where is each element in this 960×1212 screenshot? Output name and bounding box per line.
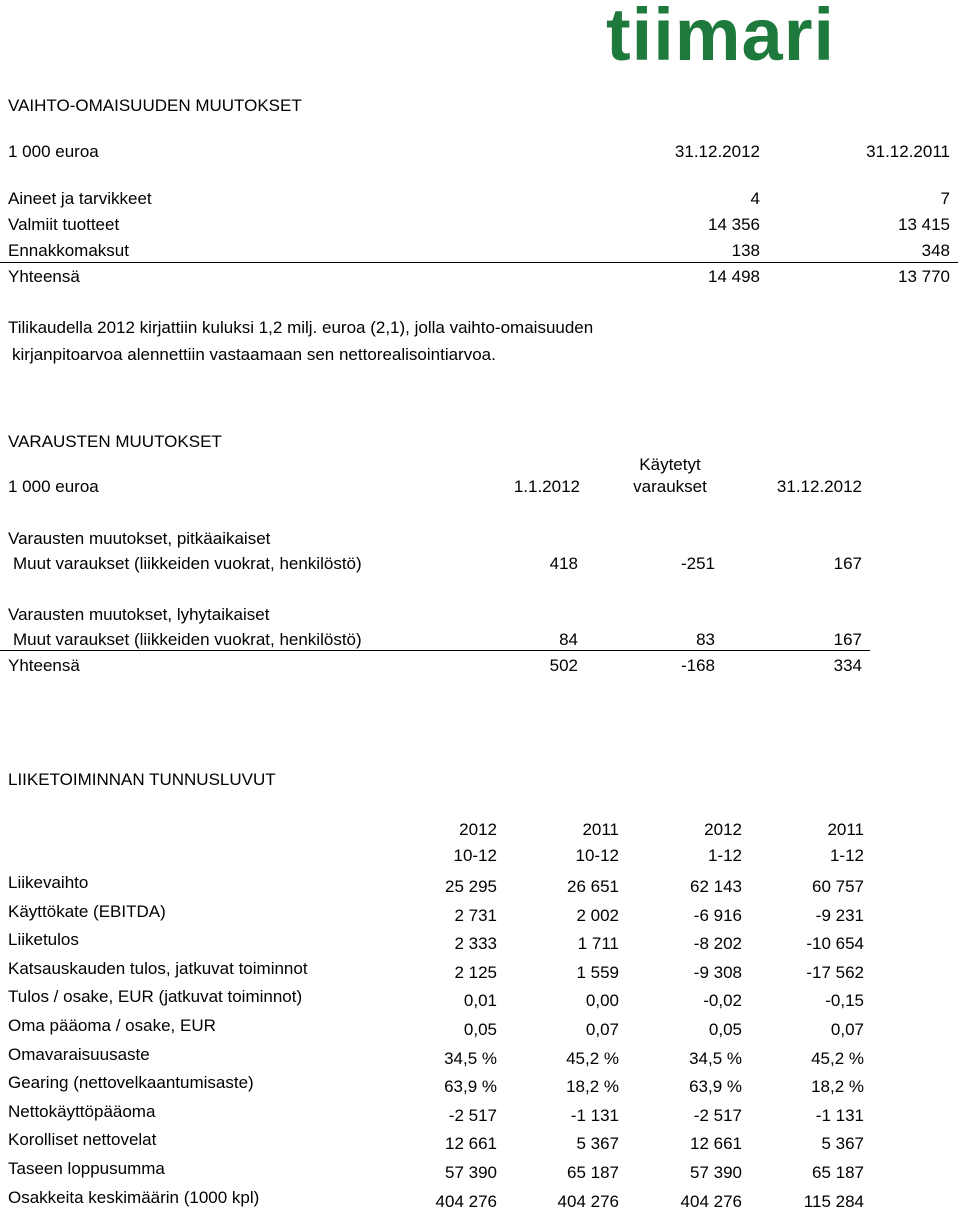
- provisions-section-long-term: Varausten muutokset, pitkäaikaiset: [8, 529, 271, 548]
- kpi-row-value: 63,9 %: [689, 1077, 742, 1096]
- kpi-header-year: 2012: [704, 820, 742, 839]
- kpi-row-value: 0,05: [708, 1020, 742, 1039]
- kpi-row-value: 2 125: [454, 963, 497, 982]
- kpi-row-value: 0,00: [585, 991, 619, 1010]
- kpi-row-value: 115 284: [803, 1192, 864, 1211]
- inventory-row-value: 13 415: [898, 215, 950, 234]
- kpi-row-value: -0,15: [825, 991, 864, 1010]
- kpi-row-value: 18,2 %: [811, 1077, 864, 1096]
- kpi-row-value: 404 276: [557, 1192, 619, 1211]
- provisions-unit: 1 000 euroa: [8, 477, 99, 496]
- provisions-col2-header: varaukset: [633, 477, 707, 496]
- inventory-total-divider: [0, 262, 958, 263]
- kpi-row-value: 57 390: [690, 1163, 742, 1182]
- kpi-row-value: 63,9 %: [444, 1077, 497, 1096]
- kpi-row-label: Liiketulos: [8, 930, 79, 949]
- inventory-row-value: 348: [921, 241, 950, 260]
- kpi-row-value: 0,05: [463, 1020, 497, 1039]
- kpi-header-year: 2011: [582, 820, 619, 839]
- kpi-row-value: 62 143: [690, 877, 742, 896]
- kpi-row-label: Gearing (nettovelkaantumisaste): [8, 1073, 254, 1092]
- provisions-title: VARAUSTEN MUUTOKSET: [8, 432, 222, 451]
- kpi-row-label: Omavaraisuusaste: [8, 1045, 150, 1064]
- provisions-row-value: 167: [833, 630, 862, 649]
- kpi-row-value: -8 202: [693, 934, 742, 953]
- kpi-row-label: Korolliset nettovelat: [8, 1130, 157, 1149]
- kpi-row-value: -1 131: [815, 1106, 864, 1125]
- kpi-row-value: 65 187: [812, 1163, 864, 1182]
- provisions-total-divider: [0, 650, 870, 651]
- kpi-row-label: Käyttökate (EBITDA): [8, 902, 166, 921]
- kpi-row-value: 25 295: [445, 877, 497, 896]
- inventory-unit: 1 000 euroa: [8, 142, 99, 161]
- kpi-row-value: 2 731: [454, 906, 497, 925]
- kpi-row-value: -10 654: [806, 934, 864, 953]
- kpi-row-value: 26 651: [567, 877, 619, 896]
- tiimari-logo: tiimari: [606, 0, 836, 76]
- kpi-row-value: 1 711: [577, 934, 619, 953]
- kpi-row-value: 404 276: [435, 1192, 497, 1211]
- provisions-col2-header: Käytetyt: [639, 455, 701, 474]
- kpi-header-year: 2012: [459, 820, 497, 839]
- kpi-row-label: Oma pääoma / osake, EUR: [8, 1016, 216, 1035]
- kpi-row-value: 0,01: [463, 991, 497, 1010]
- kpi-row-value: -1 131: [570, 1106, 619, 1125]
- kpi-row-label: Osakkeita keskimäärin (1000 kpl): [8, 1188, 260, 1207]
- kpi-row-label: Tulos / osake, EUR (jatkuvat toiminnot): [8, 987, 303, 1006]
- kpi-row-value: 5 367: [576, 1134, 619, 1153]
- provisions-col1-header: 1.1.2012: [513, 477, 580, 496]
- inventory-row-value: 7: [940, 189, 950, 208]
- kpi-row-value: -2 517: [448, 1106, 497, 1125]
- kpi-header-period: 1-12: [707, 846, 742, 865]
- kpi-row-value: -9 231: [815, 906, 864, 925]
- kpi-row-value: 404 276: [680, 1192, 742, 1211]
- inventory-total-value: 14 498: [708, 267, 760, 286]
- provisions-row-value: 83: [696, 630, 715, 649]
- kpi-row-value: 34,5 %: [689, 1049, 742, 1068]
- inventory-row-value: 138: [731, 241, 760, 260]
- provisions-row-value: 84: [559, 630, 578, 649]
- inventory-total-value: 13 770: [898, 267, 950, 286]
- kpi-row-label: Liikevaihto: [8, 873, 89, 892]
- inventory-row-label: Aineet ja tarvikkeet: [8, 189, 152, 208]
- kpi-row-label: Nettokäyttöpääoma: [8, 1102, 156, 1121]
- kpi-row-value: 45,2 %: [811, 1049, 864, 1068]
- kpi-row-value: -6 916: [693, 906, 742, 925]
- kpi-row-value: 34,5 %: [444, 1049, 497, 1068]
- kpi-row-label: Katsauskauden tulos, jatkuvat toiminnot: [8, 959, 308, 978]
- kpi-row-value: 2 333: [454, 934, 497, 953]
- inventory-row-label: Valmiit tuotteet: [8, 215, 120, 234]
- kpi-header-period: 10-12: [453, 846, 497, 865]
- inventory-note: Tilikaudella 2012 kirjattiin kuluksi 1,2 milj. euroa (2,1), jolla vaihto-omaisuuden: [8, 318, 594, 337]
- kpi-row-value: 12 661: [690, 1134, 742, 1153]
- kpi-row-value: -17 562: [806, 963, 864, 982]
- provisions-row-label: Muut varaukset (liikkeiden vuokrat, henkilöstö): [13, 554, 362, 573]
- inventory-title: VAIHTO-OMAISUUDEN MUUTOKSET: [8, 96, 302, 115]
- provisions-row-value: 167: [833, 554, 862, 573]
- provisions-row-value: -251: [680, 554, 715, 573]
- kpi-row-value: 2 002: [576, 906, 619, 925]
- kpi-row-value: 18,2 %: [566, 1077, 619, 1096]
- provisions-col3-header: 31.12.2012: [776, 477, 862, 496]
- kpi-title: LIIKETOIMINNAN TUNNUSLUVUT: [8, 770, 276, 789]
- inventory-row-label: Ennakkomaksut: [8, 241, 129, 260]
- kpi-row-value: 0,07: [585, 1020, 619, 1039]
- kpi-header-period: 1-12: [829, 846, 864, 865]
- inventory-row-value: 4: [750, 189, 760, 208]
- provisions-section-short-term: Varausten muutokset, lyhytaikaiset: [8, 605, 270, 624]
- kpi-row-value: 1 559: [576, 963, 619, 982]
- kpi-row-value: 45,2 %: [566, 1049, 619, 1068]
- provisions-total-value: 502: [549, 656, 578, 675]
- kpi-row-value: -0,02: [703, 991, 742, 1010]
- kpi-header-period: 10-12: [575, 846, 619, 865]
- kpi-row-value: 60 757: [812, 877, 864, 896]
- kpi-row-value: 65 187: [567, 1163, 619, 1182]
- kpi-row-value: -2 517: [693, 1106, 742, 1125]
- kpi-header-year: 2011: [827, 820, 864, 839]
- kpi-row-value: 5 367: [821, 1134, 864, 1153]
- kpi-row-value: 57 390: [445, 1163, 497, 1182]
- provisions-row-value: 418: [549, 554, 578, 573]
- kpi-row-value: 0,07: [830, 1020, 864, 1039]
- inventory-row-value: 14 356: [708, 215, 760, 234]
- inventory-col2-header: 31.12.2011: [866, 142, 950, 161]
- provisions-row-label: Muut varaukset (liikkeiden vuokrat, henkilöstö): [13, 630, 362, 649]
- inventory-note: kirjanpitoarvoa alennettiin vastaamaan sen nettorealisointiarvoa.: [12, 345, 496, 364]
- provisions-total-value: -168: [680, 656, 715, 675]
- kpi-row-label: Taseen loppusumma: [8, 1159, 165, 1178]
- provisions-total-value: 334: [833, 656, 862, 675]
- kpi-row-value: 12 661: [445, 1134, 497, 1153]
- inventory-col1-header: 31.12.2012: [674, 142, 760, 161]
- inventory-total-label: Yhteensä: [8, 267, 80, 286]
- provisions-total-label: Yhteensä: [8, 656, 80, 675]
- kpi-row-value: -9 308: [693, 963, 742, 982]
